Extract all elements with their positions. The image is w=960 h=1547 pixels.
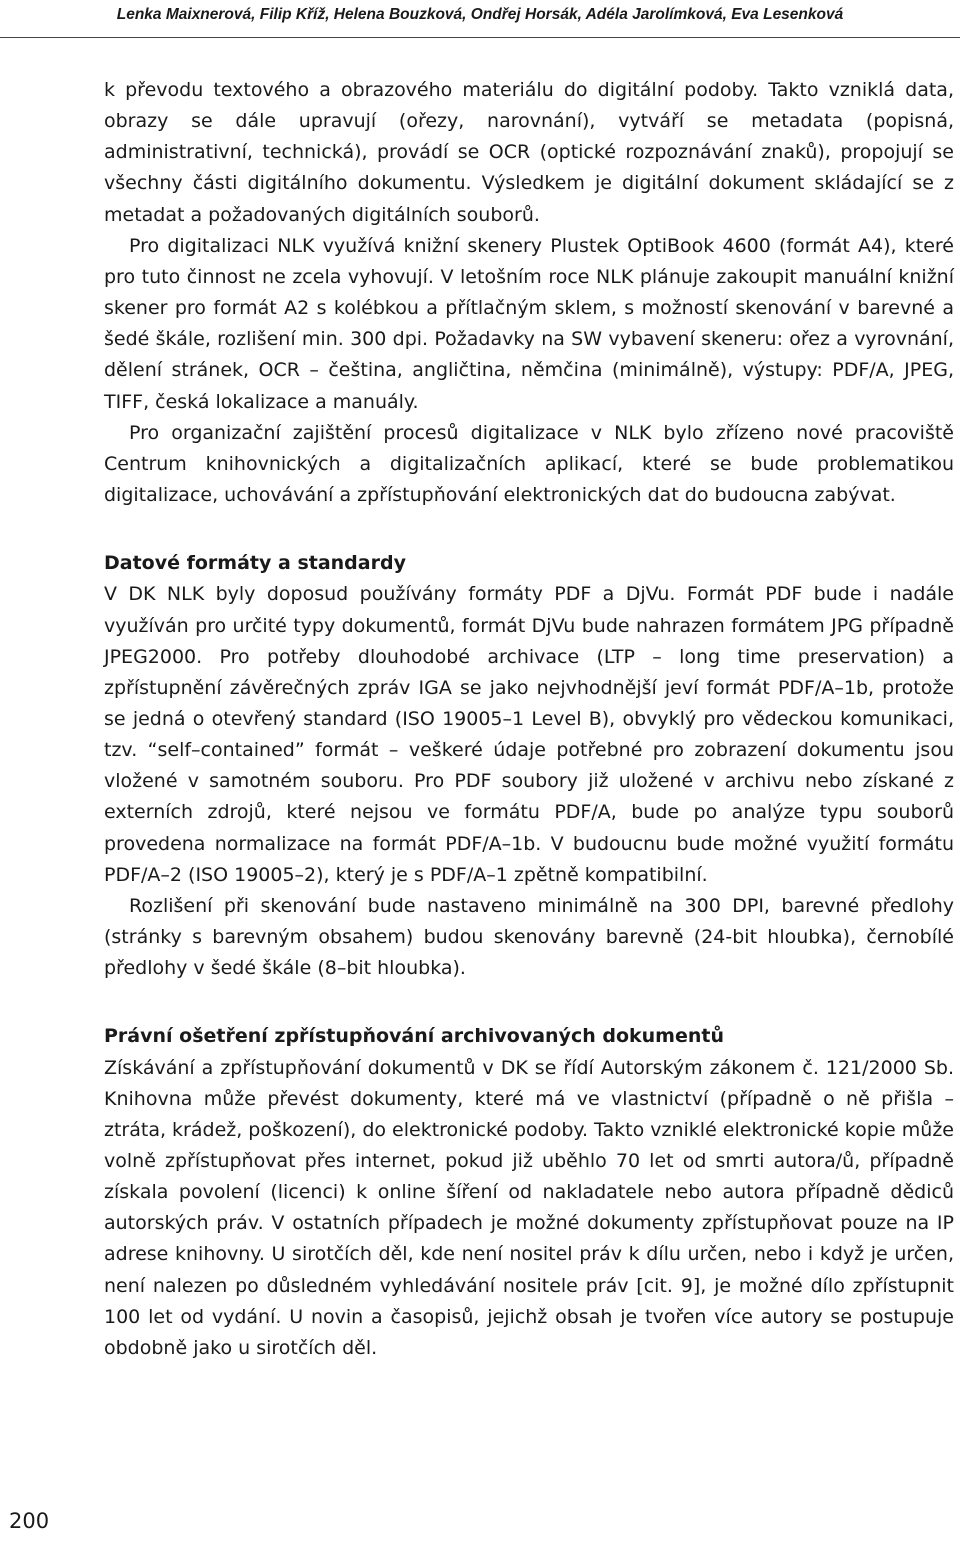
body-paragraph: Rozlišení při skenování bude nastaveno minimálně na 300 DPI, barevné předlohy (stránky s barevným obsahem) budou skenovány barevně (24-bit hloubka), černobílé předlohy v šedé škále (8–bit hloubka). <box>104 894 954 980</box>
header-divider <box>0 37 960 38</box>
body-paragraph: V DK NLK byly doposud používány formáty PDF a DjVu. Formát PDF bude i nadále využíván pro určité typy dokumentů, formát DjVu bude nahrazen formátem JPG případně JPEG2000. Pro potřeby dlouhodobé archivace (LTP – long time preservation) a zpřístupnění závěrečných zpráv IGA se jako nejvhodnější jeví formát PDF/A–1b, protože se jedná o otevřený standard (ISO 19005–1 Level B), obvyklý pro vědeckou komunikaci, tzv. “self–contained” formát – veškeré údaje potřebné pro zobrazení dokumentu jsou vložené v samotném souboru. Pro PDF soubory již uložené v archivu nebo získané z externích zdrojů, které nejsou ve formátu PDF/A, bude po analýze typu souborů provedena normalizace na formát PDF/A–1b. V budoucnu bude možné využití formátu PDF/A–2 (ISO 19005–2), který je s PDF/A–1 zpětně kompatibilní. <box>104 583 954 886</box>
body-paragraph: Pro organizační zajištění procesů digitalizace v NLK bylo zřízeno nové pracoviště Centrum knihovnických a digitalizačních aplikací, které se bude problematikou digitalizace, uchovávání a zpřístupňování elektronických dat do budoucna zabývat. <box>104 421 954 507</box>
running-head-authors: Lenka Maixnerová, Filip Kříž, Helena Bouzková, Ondřej Horsák, Adéla Jarolímková, Eva Lesenková <box>116 6 844 23</box>
body-paragraph: Pro digitalizaci NLK využívá knižní skenery Plustek OptiBook 4600 (formát A4), které pro tuto činnost ne zcela vyhovují. V letošním roce NLK plánuje zakoupit manuální knižní skener pro formát A2 s kolébkou a přítlačným sklem, s možností skenování v barevné a šedé škále, rozlišení min. 300 dpi. Požadavky na SW vybavení skeneru: ořez a vyrovnání, dělení stránek, OCR – čeština, angličtina, němčina (minimálně), výstupy: PDF/A, JPEG, TIFF, česká lokalizace a manuály. <box>104 234 954 413</box>
page-number: 200 <box>9 1509 50 1533</box>
article-body <box>104 75 954 1364</box>
body-paragraph: Získávání a zpřístupňování dokumentů v DK se řídí Autorským zákonem č. 121/2000 Sb. Knihovna může převést dokumenty, které má ve vlastnictví (případně o ně přišla – ztráta, krádež, poškození), do elektronické podoby. Takto vzniklé elektronické kopie může volně zpřístupňovat přes internet, pokud již uběhlo 70 let od smrti autora/ů, případně získala povolení (licenci) k online šíření od nakladatele nebo autora případně dědiců autorských práv. V ostatních případech je možné dokumenty zpřístupňovat pouze na IP adrese knihovny. U sirotčích děl, kde není nositel práv k dílu určen, nebo i když je určen, není nalezen po důsledném vyhledávání nositele práv [cit. 9], je možné dílo zpřístupnit 100 let od vydání. U novin a časopisů, jejichž obsah je tvořen více autory se postupuje obdobně jako u sirotčích děl. <box>104 1056 954 1359</box>
section-heading: Datové formáty a standardy <box>104 552 406 575</box>
body-paragraph: k převodu textového a obrazového materiálu do digitální podoby. Takto vzniklá data, obrazy se dále upravují (ořezy, narovnání), vytváří se metadata (popisná, administrativní, technická), provádí se OCR (optické rozpoznávání znaků), propojují se všechny části digitálního dokumentu. Výsledkem je digitální dokument skládající se z metadat a požadovaných digitálních souborů. <box>104 79 954 226</box>
section-heading: Právní ošetření zpřístupňování archivovaných dokumentů <box>104 1025 724 1048</box>
